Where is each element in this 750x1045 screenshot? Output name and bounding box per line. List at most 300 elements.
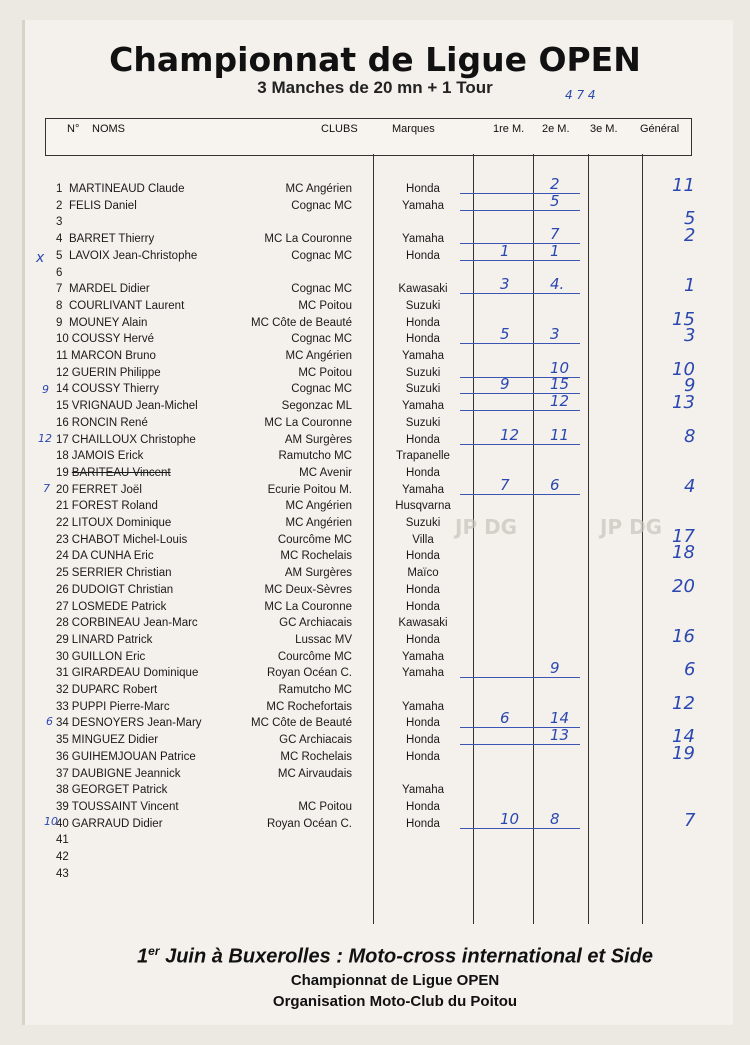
handwritten-general: 14 xyxy=(672,726,695,747)
table-row xyxy=(0,715,750,731)
rider-club: Courcôme MC xyxy=(277,651,352,663)
footer-event-line: 1er Juin à Buxerolles : Moto-cross international et Side xyxy=(137,944,653,968)
rider-number-name xyxy=(56,381,159,397)
rider-club: MC Airvaudais xyxy=(277,768,352,780)
table-row xyxy=(0,582,750,598)
rider-club: GC Archiacais xyxy=(279,734,352,746)
rider-number: 22 xyxy=(56,517,69,529)
rider-club: MC Angérien xyxy=(285,500,352,512)
handwritten-manche-2: 12 xyxy=(550,392,570,410)
table-row xyxy=(0,866,750,882)
table-row xyxy=(0,649,750,665)
handwritten-general: 7 xyxy=(684,810,696,831)
handwritten-general: 5 xyxy=(684,208,696,229)
rider-name: TOUSSAINT Vincent xyxy=(71,801,179,813)
rider-brand: Honda xyxy=(406,584,440,596)
handwritten-general: 8 xyxy=(684,426,696,447)
handwritten-stroke xyxy=(460,210,580,211)
handwritten-manche-2: 2 xyxy=(550,175,560,193)
rider-number: 3 xyxy=(56,216,63,228)
rider-club: MC Avenir xyxy=(299,467,352,479)
rider-name: GARRAUD Didier xyxy=(71,818,163,830)
rider-brand: Honda xyxy=(406,801,440,813)
handwritten-general: 6 xyxy=(684,659,696,680)
rider-brand: Honda xyxy=(406,434,440,446)
rider-number-name xyxy=(56,582,173,598)
rider-name: COUSSY Hervé xyxy=(71,333,155,345)
rider-name: LAVOIX Jean-Christophe xyxy=(69,250,198,262)
footer-organisation: Organisation Moto-Club du Poitou xyxy=(272,993,518,1010)
table-row xyxy=(0,248,750,264)
rider-brand: Honda xyxy=(406,734,440,746)
table-row xyxy=(0,448,750,464)
handwritten-general: 10 xyxy=(672,359,695,380)
rider-name: GUERIN Philippe xyxy=(71,367,161,379)
rider-number-name xyxy=(56,248,197,264)
rider-brand: Yamaha xyxy=(402,233,444,245)
rider-club: Lussac MV xyxy=(295,634,352,646)
rider-brand: Suzuki xyxy=(405,517,441,529)
rider-club: Ramutcho MC xyxy=(278,684,352,696)
margin-mark: x xyxy=(36,250,45,266)
rider-brand: Yamaha xyxy=(402,200,444,212)
rider-number: 37 xyxy=(56,768,69,780)
rider-number: 23 xyxy=(56,534,69,546)
rider-brand: Suzuki xyxy=(405,300,441,312)
table-row xyxy=(0,749,750,765)
handwritten-manche-1: 1 xyxy=(500,242,510,260)
rider-number: 41 xyxy=(56,834,69,846)
rider-name: COURLIVANT Laurent xyxy=(69,300,185,312)
rider-number-name xyxy=(56,214,69,230)
rider-brand: Yamaha xyxy=(402,350,444,362)
rider-number-name xyxy=(56,548,154,564)
rider-name: GUIHEMJOUAN Patrice xyxy=(71,751,196,763)
handwritten-stroke xyxy=(460,677,580,678)
rider-name: MINGUEZ Didier xyxy=(71,734,159,746)
rider-number: 9 xyxy=(56,317,63,329)
handwritten-manche-2: 11 xyxy=(550,426,570,444)
rider-number: 4 xyxy=(56,233,63,245)
rider-brand: Yamaha xyxy=(402,651,444,663)
handwritten-manche-2: 3 xyxy=(550,325,560,343)
handwritten-general: 19 xyxy=(672,743,695,764)
rider-club: MC Côte de Beauté xyxy=(250,717,352,729)
rider-number: 36 xyxy=(56,751,69,763)
rider-number: 31 xyxy=(56,667,69,679)
handwritten-general: 1 xyxy=(684,275,696,296)
table-row xyxy=(0,565,750,581)
rider-number-name xyxy=(56,832,72,848)
rider-name: GUILLON Eric xyxy=(71,651,146,663)
rider-number: 11 xyxy=(56,350,68,362)
rider-club: AM Surgères xyxy=(284,434,352,446)
rider-brand: Yamaha xyxy=(402,667,444,679)
rider-number: 42 xyxy=(56,851,69,863)
rider-number-name xyxy=(56,331,154,347)
footer-championship: Championnat de Ligue OPEN xyxy=(290,972,500,989)
table-row xyxy=(0,498,750,514)
rider-brand: Suzuki xyxy=(405,417,441,429)
table-row xyxy=(0,682,750,698)
rider-number: 5 xyxy=(56,250,63,262)
rider-name: MARDEL Didier xyxy=(69,283,150,295)
rider-name: BARRET Thierry xyxy=(69,233,155,245)
rider-number-name xyxy=(56,265,69,281)
rider-club: GC Archiacais xyxy=(279,617,352,629)
rider-number-name xyxy=(56,315,147,331)
rider-number-name xyxy=(56,799,179,815)
rider-number-name xyxy=(56,599,166,615)
rider-club: MC Côte de Beauté xyxy=(250,317,352,329)
handwritten-stroke xyxy=(460,444,580,445)
rider-club: MC Rochelais xyxy=(280,751,352,763)
rider-number: 8 xyxy=(56,300,63,312)
table-row xyxy=(0,181,750,197)
handwritten-manche-2: 14 xyxy=(550,709,570,727)
rider-number: 43 xyxy=(56,868,69,880)
rider-brand: Yamaha xyxy=(402,784,444,796)
rider-brand: Honda xyxy=(406,601,440,613)
table-row xyxy=(0,331,750,347)
table-row xyxy=(0,198,750,214)
rider-number: 28 xyxy=(56,617,69,629)
rider-club: MC Angérien xyxy=(285,350,352,362)
handwritten-stroke xyxy=(460,343,580,344)
handwritten-general: 9 xyxy=(684,375,696,396)
rider-number-name xyxy=(56,732,158,748)
table-row xyxy=(0,482,750,498)
rider-club: Cognac MC xyxy=(291,333,352,345)
rider-number-name xyxy=(56,649,145,665)
rider-name: GIRARDEAU Dominique xyxy=(71,667,199,679)
rider-club: MC Angérien xyxy=(285,517,352,529)
table-row xyxy=(0,548,750,564)
rider-number: 12 xyxy=(56,367,69,379)
rider-number: 17 xyxy=(56,434,69,446)
rider-number-name xyxy=(56,465,171,481)
rider-number: 29 xyxy=(56,634,69,646)
table-row xyxy=(0,265,750,281)
rider-name: VRIGNAUD Jean-Michel xyxy=(71,400,198,412)
rider-club: MC Poitou xyxy=(298,300,352,312)
rider-number-name xyxy=(56,699,170,715)
handwritten-manche-1: 10 xyxy=(500,810,520,828)
rider-club: MC La Couronne xyxy=(264,233,352,245)
rider-club: AM Surgères xyxy=(284,567,352,579)
handwritten-manche-2: 7 xyxy=(550,225,560,243)
rider-number-name xyxy=(56,181,184,197)
rider-number: 24 xyxy=(56,550,69,562)
rider-name: MOUNEY Alain xyxy=(69,317,148,329)
rider-brand: Honda xyxy=(406,333,440,345)
margin-mark: 12 xyxy=(38,432,52,445)
handwritten-stroke xyxy=(460,260,580,261)
rider-name: DAUBIGNE Jeannick xyxy=(71,768,181,780)
rider-name: FELIS Daniel xyxy=(69,200,137,212)
rider-number: 25 xyxy=(56,567,69,579)
handwritten-general: 12 xyxy=(672,693,695,714)
rider-number: 20 xyxy=(56,484,69,496)
handwritten-stroke xyxy=(460,744,580,745)
margin-mark: 6 xyxy=(46,715,53,728)
margin-mark: 10 xyxy=(44,815,58,828)
rider-number-name xyxy=(56,849,72,865)
rider-number: 33 xyxy=(56,701,69,713)
rider-brand: Villa xyxy=(412,534,434,546)
rider-number: 15 xyxy=(56,400,69,412)
handwritten-stroke xyxy=(460,293,580,294)
rider-club: MC Angérien xyxy=(285,183,352,195)
col-manche-2: 2e M. xyxy=(542,123,570,135)
handwritten-stroke xyxy=(460,828,580,829)
rider-name: RONCIN René xyxy=(71,417,148,429)
col-marques: Marques xyxy=(392,123,435,135)
table-row xyxy=(0,816,750,832)
table-row xyxy=(0,849,750,865)
rider-brand: Kawasaki xyxy=(398,617,448,629)
rider-club: Cognac MC xyxy=(291,250,352,262)
handwritten-general: 16 xyxy=(672,626,695,647)
margin-mark: 9 xyxy=(42,383,49,396)
table-row xyxy=(0,231,750,247)
table-row xyxy=(0,782,750,798)
rider-name: BARITEAU Vincent xyxy=(71,467,171,479)
handwritten-manche-2: 1 xyxy=(550,242,560,260)
rider-number: 14 xyxy=(56,383,69,395)
rider-name: LOSMEDE Patrick xyxy=(71,601,167,613)
rider-club: Cognac MC xyxy=(291,200,352,212)
rider-club: MC Deux-Sèvres xyxy=(264,584,352,596)
rider-brand: Kawasaki xyxy=(398,283,448,295)
rider-club: Ecurie Poitou M. xyxy=(267,484,352,496)
watermark: JP DG xyxy=(455,515,518,539)
rider-brand: Honda xyxy=(406,818,440,830)
rider-number: 38 xyxy=(56,784,69,796)
rider-number-name xyxy=(56,615,198,631)
rider-number-name xyxy=(56,365,161,381)
rider-number-name xyxy=(56,432,196,448)
rider-name: CHABOT Michel-Louis xyxy=(71,534,188,546)
rider-number-name xyxy=(56,348,156,364)
rider-number-name xyxy=(56,298,184,314)
rider-number: 35 xyxy=(56,734,69,746)
rider-name: LINARD Patrick xyxy=(71,634,153,646)
handwritten-manche-2: 5 xyxy=(550,192,560,210)
handwritten-manche-1: 12 xyxy=(500,426,520,444)
rider-number: 6 xyxy=(56,267,63,279)
rider-name: CORBINEAU Jean-Marc xyxy=(71,617,198,629)
table-row xyxy=(0,615,750,631)
table-row xyxy=(0,515,750,531)
rider-club: MC La Couronne xyxy=(264,417,352,429)
rider-name: SERRIER Christian xyxy=(71,567,172,579)
handwritten-manche-1: 9 xyxy=(500,375,510,393)
handwritten-stroke xyxy=(460,494,580,495)
rider-number-name xyxy=(56,749,196,765)
rider-club: Ramutcho MC xyxy=(278,450,352,462)
rider-number: 1 xyxy=(56,183,63,195)
rider-brand: Yamaha xyxy=(402,400,444,412)
rider-name: MARCON Bruno xyxy=(70,350,156,362)
rider-brand: Suzuki xyxy=(405,383,441,395)
table-row xyxy=(0,315,750,331)
rider-club: Royan Océan C. xyxy=(266,667,352,679)
rider-club: Royan Océan C. xyxy=(266,818,352,830)
rider-number-name xyxy=(56,565,172,581)
handwritten-manche-2: 15 xyxy=(550,375,570,393)
rider-number-name xyxy=(56,498,158,514)
rider-name: GEORGET Patrick xyxy=(71,784,168,796)
col-general: Général xyxy=(640,123,680,135)
table-row xyxy=(0,348,750,364)
rider-name: FERRET Joël xyxy=(71,484,142,496)
rider-number-name xyxy=(56,198,137,214)
rider-number-name xyxy=(56,665,198,681)
table-row xyxy=(0,365,750,381)
rider-brand: Honda xyxy=(406,751,440,763)
rider-name: FOREST Roland xyxy=(71,500,158,512)
handwritten-general: 2 xyxy=(684,225,696,246)
handwritten-stroke xyxy=(460,410,580,411)
handwritten-manche-2: 9 xyxy=(550,659,560,677)
rider-club: MC Poitou xyxy=(298,367,352,379)
rider-name: COUSSY Thierry xyxy=(71,383,159,395)
rider-number: 16 xyxy=(56,417,69,429)
handwritten-general: 18 xyxy=(672,542,695,563)
col-clubs: CLUBS xyxy=(321,123,358,135)
handwritten-general: 20 xyxy=(672,576,695,597)
rider-number: 26 xyxy=(56,584,69,596)
rider-brand: Honda xyxy=(406,317,440,329)
rider-number: 7 xyxy=(56,283,63,295)
rider-brand: Honda xyxy=(406,250,440,262)
handwritten-general: 4 xyxy=(684,476,696,497)
table-row xyxy=(0,465,750,481)
table-row xyxy=(0,599,750,615)
rider-number-name xyxy=(56,632,152,648)
rider-number: 2 xyxy=(56,200,63,212)
rider-club: MC Rochelais xyxy=(280,550,352,562)
rider-number-name xyxy=(56,515,171,531)
table-row xyxy=(0,381,750,397)
rider-name: DESNOYERS Jean-Mary xyxy=(71,717,202,729)
rider-name: LITOUX Dominique xyxy=(71,517,172,529)
rider-brand: Trapanelle xyxy=(396,450,450,462)
rider-club: Courcôme MC xyxy=(277,534,352,546)
handwritten-manche-1: 6 xyxy=(500,709,510,727)
rider-club: Segonzac ML xyxy=(281,400,352,412)
rider-brand: Yamaha xyxy=(402,701,444,713)
rider-number-name xyxy=(56,766,180,782)
rider-name: MARTINEAUD Claude xyxy=(69,183,185,195)
rider-brand: Yamaha xyxy=(402,484,444,496)
rider-number: 27 xyxy=(56,601,69,613)
table-row xyxy=(0,298,750,314)
rider-number-name xyxy=(56,415,148,431)
rider-brand: Maïco xyxy=(407,567,439,579)
rider-number: 40 xyxy=(56,818,69,830)
rider-name: PUPPI Pierre-Marc xyxy=(71,701,170,713)
handwritten-note-top: 4 7 4 xyxy=(565,88,596,102)
col-names: NOMS xyxy=(92,123,125,135)
rider-brand: Honda xyxy=(406,467,440,479)
handwritten-general: 3 xyxy=(684,325,696,346)
rider-number-name xyxy=(56,448,143,464)
rider-number: 34 xyxy=(56,717,69,729)
col-manche-1: 1re M. xyxy=(493,123,525,135)
rider-name: JAMOIS Erick xyxy=(71,450,144,462)
rider-name: DUPARC Robert xyxy=(71,684,158,696)
handwritten-manche-1: 5 xyxy=(500,325,510,343)
handwritten-general: 15 xyxy=(672,309,695,330)
rider-number-name xyxy=(56,532,187,548)
handwritten-manche-2: 8 xyxy=(550,810,560,828)
table-row xyxy=(0,699,750,715)
table-row xyxy=(0,398,750,414)
rider-number: 21 xyxy=(56,500,69,512)
page-title: Championnat de Ligue OPEN xyxy=(109,40,641,79)
table-row xyxy=(0,799,750,815)
rider-name: CHAILLOUX Christophe xyxy=(71,434,196,446)
handwritten-stroke xyxy=(460,193,580,194)
rider-number-name xyxy=(56,281,150,297)
table-row xyxy=(0,732,750,748)
table-row xyxy=(0,766,750,782)
table-row xyxy=(0,214,750,230)
rider-club: MC La Couronne xyxy=(264,601,352,613)
rider-club: Cognac MC xyxy=(291,383,352,395)
table-row xyxy=(0,281,750,297)
handwritten-general: 13 xyxy=(672,392,695,413)
rider-number: 19 xyxy=(56,467,69,479)
handwritten-manche-2: 6 xyxy=(550,476,560,494)
rider-number-name xyxy=(56,482,142,498)
col-manche-3: 3e M. xyxy=(590,123,618,135)
rider-number: 10 xyxy=(56,333,69,345)
handwritten-manche-2: 10 xyxy=(550,359,570,377)
rider-brand: Honda xyxy=(406,634,440,646)
watermark: JP DG xyxy=(600,515,663,539)
handwritten-stroke xyxy=(460,243,580,244)
rider-number-name xyxy=(56,866,72,882)
handwritten-general: 11 xyxy=(672,175,695,196)
table-row xyxy=(0,632,750,648)
rider-name: DA CUNHA Eric xyxy=(71,550,154,562)
rider-brand: Suzuki xyxy=(405,367,441,379)
handwritten-general: 17 xyxy=(672,526,695,547)
table-row xyxy=(0,665,750,681)
margin-mark: 7 xyxy=(43,482,50,495)
rider-name: DUDOIGT Christian xyxy=(71,584,174,596)
rider-number: 32 xyxy=(56,684,69,696)
rider-number-name xyxy=(56,816,163,832)
rider-number-name xyxy=(56,682,157,698)
col-no: N° xyxy=(67,123,80,135)
page-subtitle: 3 Manches de 20 mn + 1 Tour xyxy=(257,78,493,97)
handwritten-manche-1: 7 xyxy=(500,476,510,494)
table-row xyxy=(0,432,750,448)
rider-number: 18 xyxy=(56,450,69,462)
table-row xyxy=(0,415,750,431)
rider-brand: Husqvarna xyxy=(395,500,451,512)
table-row xyxy=(0,532,750,548)
rider-brand: Honda xyxy=(406,550,440,562)
rider-number: 39 xyxy=(56,801,69,813)
handwritten-manche-1: 3 xyxy=(500,275,510,293)
handwritten-manche-2: 4. xyxy=(550,275,565,293)
handwritten-manche-2: 13 xyxy=(550,726,570,744)
